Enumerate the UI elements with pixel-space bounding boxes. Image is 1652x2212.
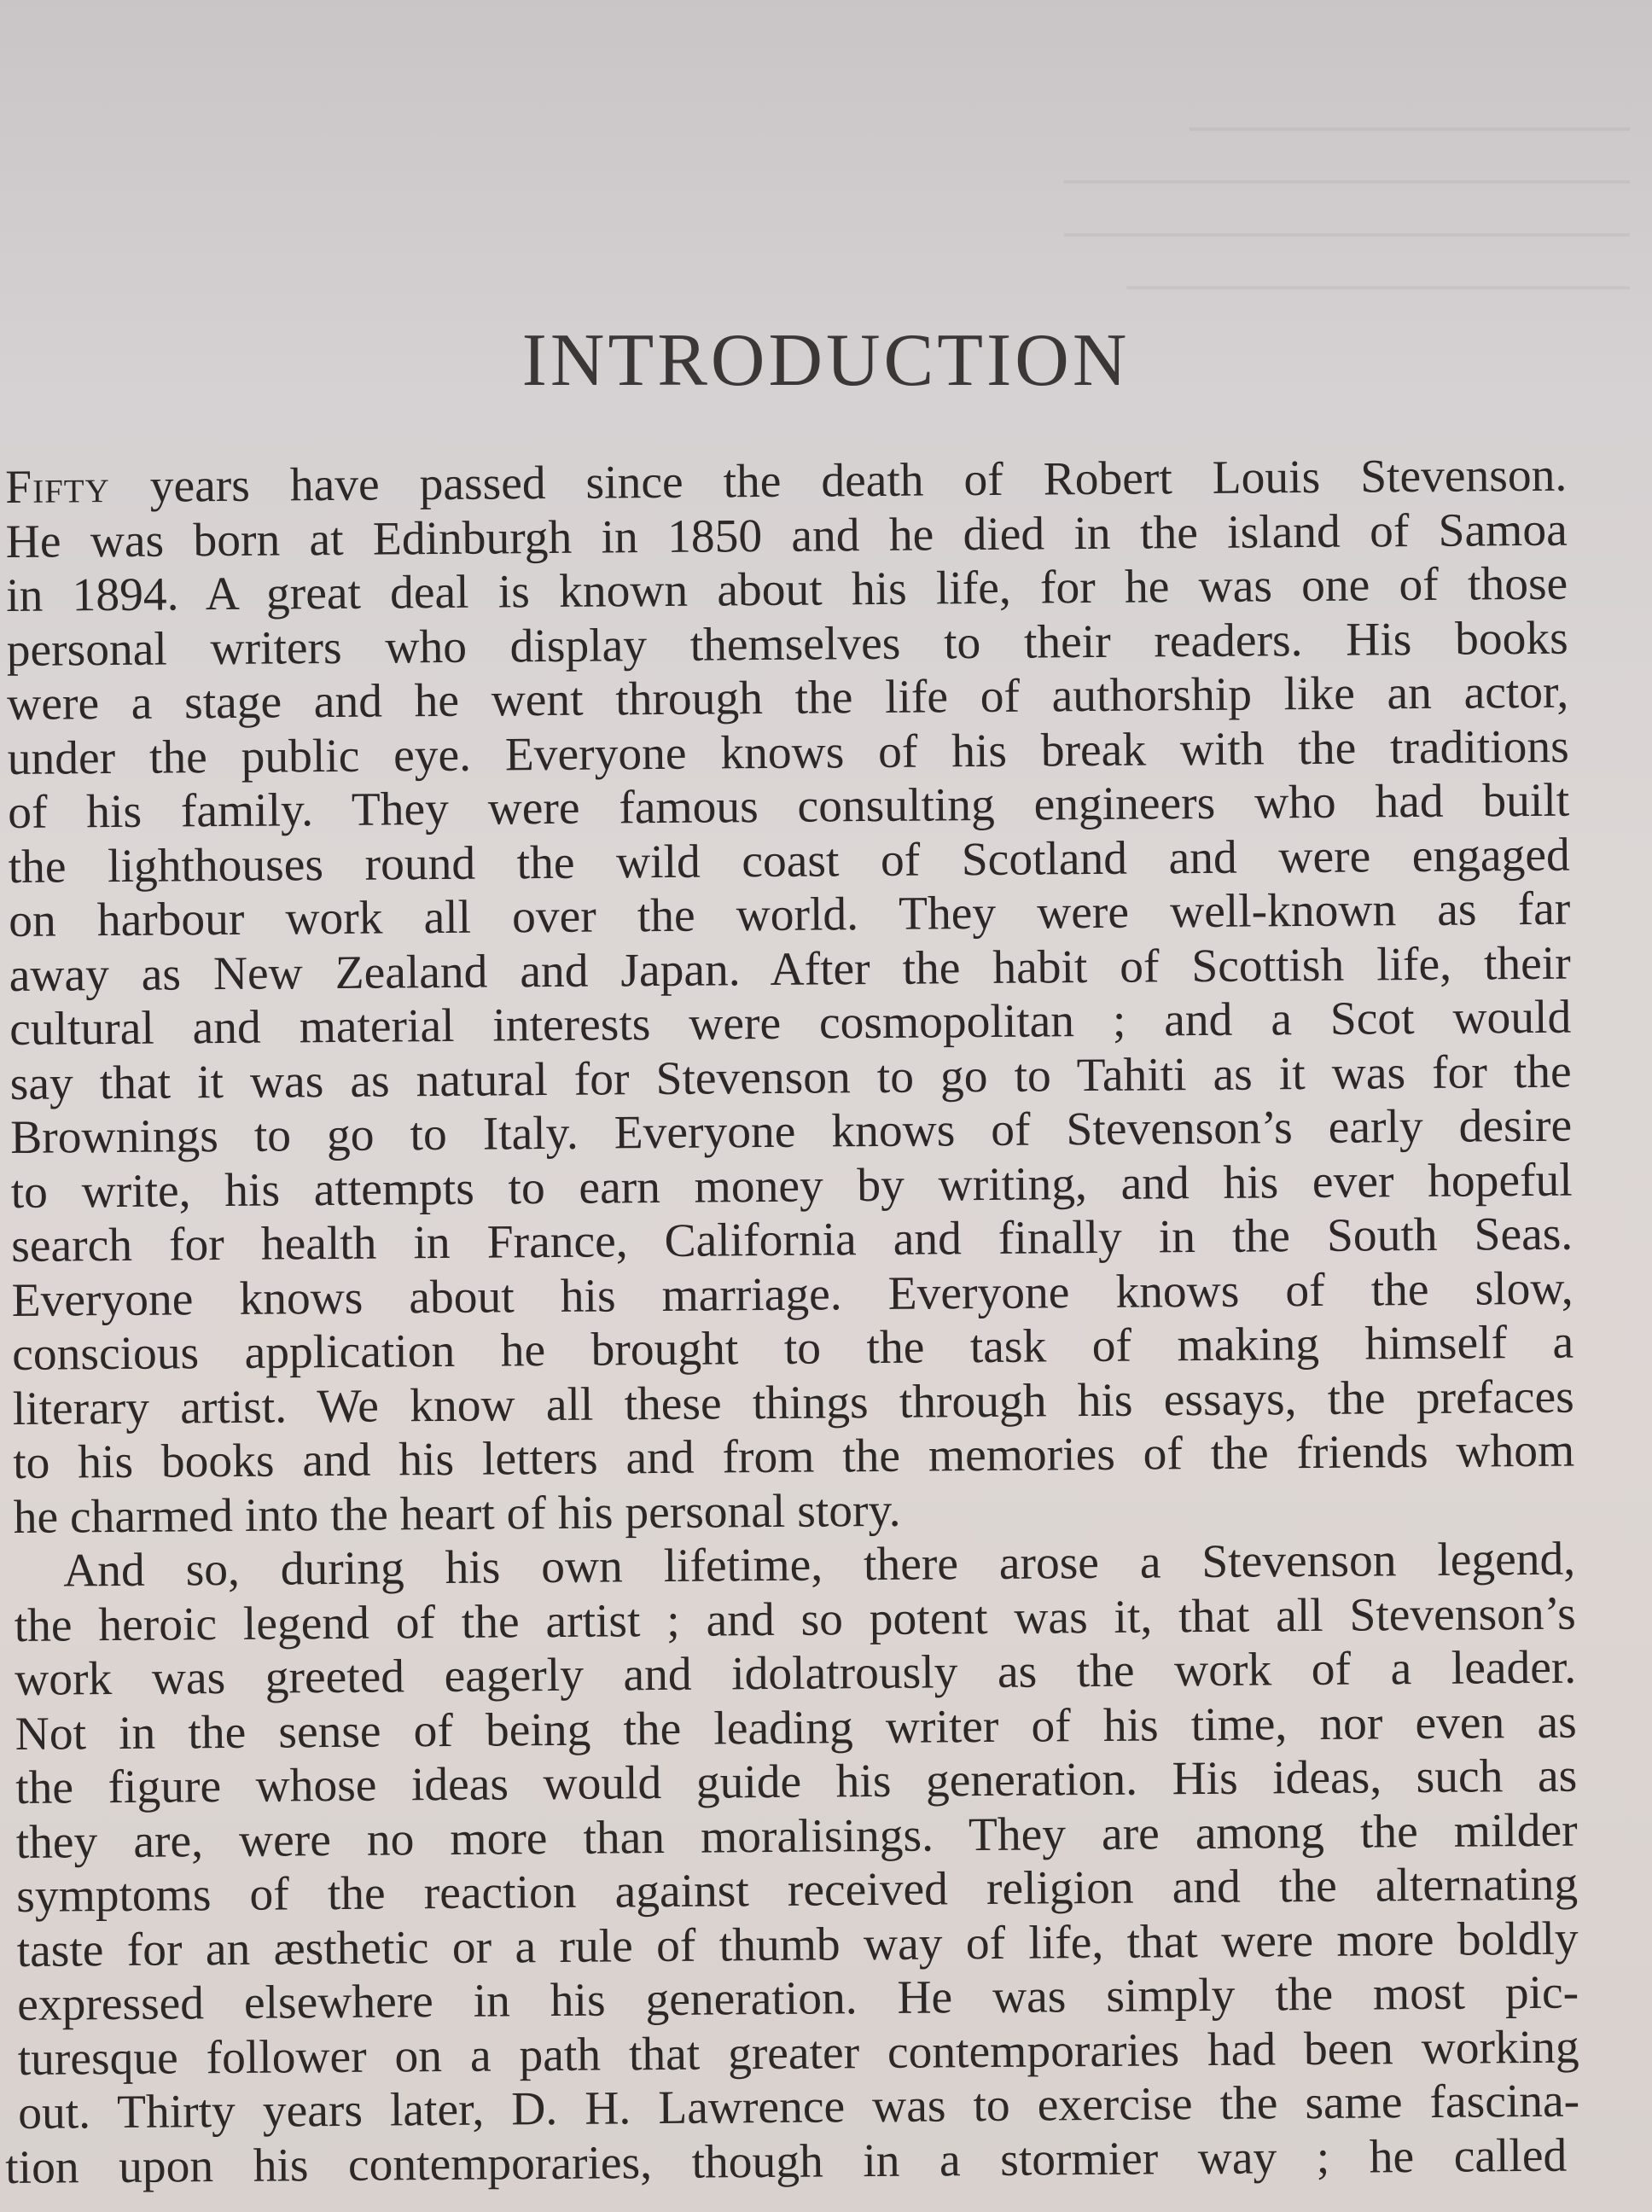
text-line: out. Thirty years later, D. H. Lawrence was to exercise the same fascina- bbox=[17, 2075, 1580, 2139]
text-line: the lighthouses round the wild coast of Scotland and were engaged bbox=[8, 829, 1570, 894]
partially-visible-line bbox=[5, 2129, 1568, 2212]
text-line: search for health in France, California and finally in the South Seas. bbox=[10, 1208, 1573, 1272]
text-line: conscious application he brought to the task of making himself a bbox=[11, 1316, 1574, 1381]
text-line: the figure whose ideas would guide his generation. His ideas, such as bbox=[15, 1749, 1578, 1814]
text-line: Everyone knows about his marriage. Everyone knows of the slow, bbox=[11, 1262, 1573, 1327]
text-line: the heroic legend of the artist ; and so potent was it, that all Stevenson’s bbox=[14, 1587, 1576, 1652]
text-line: say that it was as natural for Stevenson to go to Tahiti as it was for the bbox=[9, 1045, 1572, 1110]
text-line: personal writers who display themselves to their readers. His books bbox=[6, 612, 1568, 677]
text-line: He was born at Edinburgh in 1850 and he died in the island of Samoa bbox=[5, 504, 1568, 568]
lead-word: Fifty bbox=[5, 461, 111, 514]
text-line: Not in the sense of being the leading writer of his time, nor even as bbox=[15, 1696, 1577, 1761]
text-line: of his family. They were famous consulting engineers who had built bbox=[8, 774, 1570, 839]
text-line: under the public eye. Everyone knows of his break with the traditions bbox=[7, 720, 1569, 785]
text-line: to his books and his letters and from the memories of the friends whom bbox=[12, 1424, 1575, 1489]
text-line: he charmed into the heart of his personal story. bbox=[13, 1484, 901, 1544]
text-line: taste for an æsthetic or a rule of thumb way of life, that were more boldly bbox=[16, 1912, 1579, 1977]
page-title: INTRODUCTION bbox=[521, 319, 1131, 402]
text-line: Brownings to go to Italy. Everyone knows of Stevenson’s early desire bbox=[9, 1099, 1573, 1164]
text-line: Fifty years have passed since the death of Robert Louis Stevenson. bbox=[5, 449, 1568, 514]
text-line: away as New Zealand and Japan. After the habit of Scottish life, their bbox=[9, 937, 1571, 1002]
text-line: they are, were no more than moralisings. They are among the milder bbox=[15, 1804, 1578, 1869]
text-line: were a stage and he went through the life of authorship like an actor, bbox=[7, 666, 1569, 731]
text-line: in 1894. A great deal is known about his life, for he was one of those bbox=[6, 557, 1568, 622]
text-line: to write, his attempts to earn money by writing, and his ever hopeful bbox=[10, 1154, 1573, 1219]
text-line: tion upon his contemporaries, though in a stormier way ; he called bbox=[5, 2129, 1568, 2194]
text-line: work was greeted eagerly and idolatrously as the work of a leader. bbox=[14, 1641, 1577, 1706]
show-through-texture: ────────────── ────────────────── ────────────────── ──────────────── bbox=[1063, 104, 1630, 311]
text-line: literary artist. We know all these things through his essays, the prefaces bbox=[12, 1371, 1574, 1435]
text-line: symptoms of the reaction against received religion and the alternating bbox=[15, 1858, 1579, 1923]
body-text bbox=[5, 449, 1579, 2141]
paragraph-2 bbox=[14, 1533, 1579, 2141]
text-line: expressed elsewhere in his generation. He was simply the most pic- bbox=[16, 1966, 1579, 2031]
text-line: And so, during his own lifetime, there arose a Stevenson legend, bbox=[62, 1533, 1576, 1598]
text-line: turesque follower on a path that greater contemporaries had been working bbox=[17, 2021, 1579, 2086]
text-line: on harbour work all over the world. They were well-known as far bbox=[8, 882, 1571, 947]
text-line: cultural and material interests were cosmopolitan ; and a Scot would bbox=[9, 991, 1572, 1056]
paragraph-1 bbox=[5, 449, 1575, 1545]
